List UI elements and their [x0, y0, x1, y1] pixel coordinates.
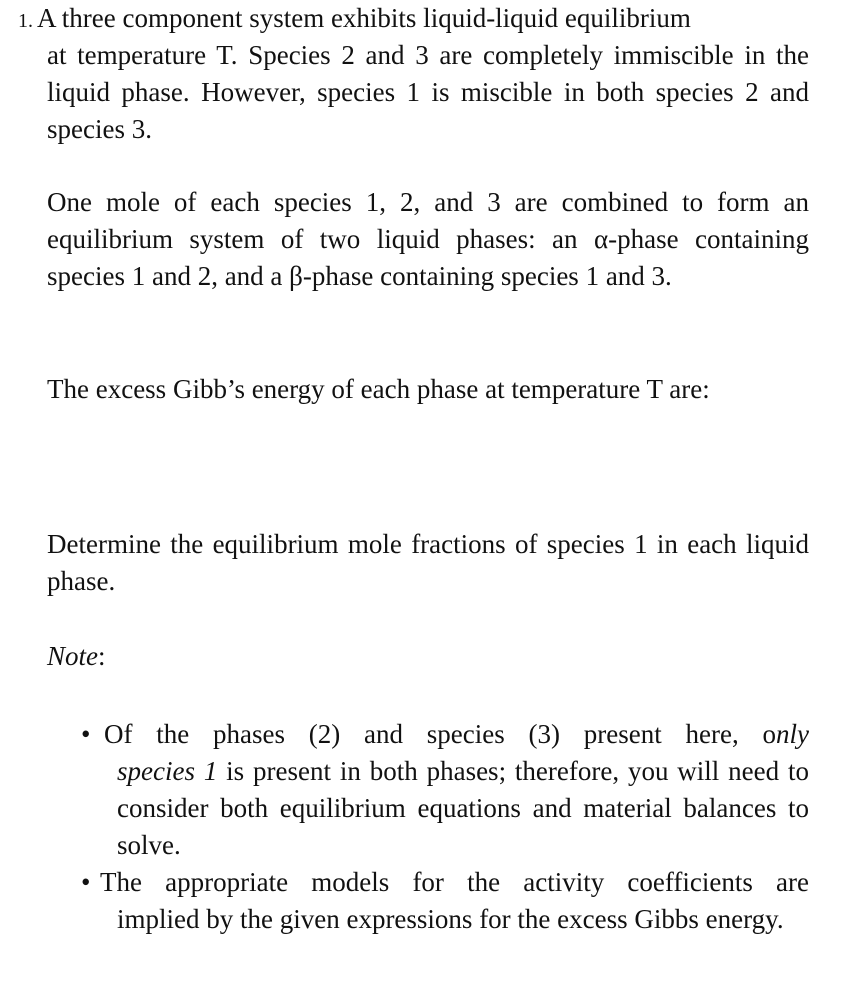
bullet-1-rest-text: [117, 753, 809, 864]
problem-intro-first-line: A three component system exhibits liquid-liquid equilibrium: [37, 3, 691, 33]
bullet-2-rest-text: implied by the given expressions for the excess Gibbs energy.: [117, 904, 784, 934]
note-heading: [47, 638, 106, 675]
excess-gibbs-paragraph: The excess Gibb’s energy of each phase at temperature T are:: [47, 374, 710, 404]
problem-number: 1.: [18, 10, 33, 32]
problem-intro-text: at temperature T. Species 2 and 3 are completely immiscible in the liquid phase. However, species 1 is miscible in both species 2 and species 3.: [47, 40, 809, 144]
bullet-icon: •: [81, 719, 91, 749]
bullet-1-lead-text: Of the phases (2) and species (3) present here, o: [104, 719, 776, 749]
problem-setup-paragraph: One mole of each species 1, 2, and 3 are combined to form an equilibrium system of two liquid phases: an α-phase containing species 1 and 2, and a β-phase containing species 1 and 3.: [47, 187, 809, 291]
note-colon: :: [98, 641, 106, 671]
bullet-1-first-line: [104, 716, 809, 753]
bullet-icon: •: [81, 867, 91, 897]
note-label: Note: [47, 641, 98, 671]
bullet-2-first-line: The appropriate models for the activity coefficients are: [100, 867, 809, 897]
bullet-1-species-emphasis: species 1: [117, 756, 218, 786]
task-paragraph: Determine the equilibrium mole fractions of species 1 in each liquid phase.: [47, 529, 809, 596]
bullet-1-emphasis: nly: [776, 719, 809, 749]
bullet-1-body: is present in both phases; therefore, you will need to consider both equilibrium equations and material balances to solve.: [117, 756, 809, 860]
